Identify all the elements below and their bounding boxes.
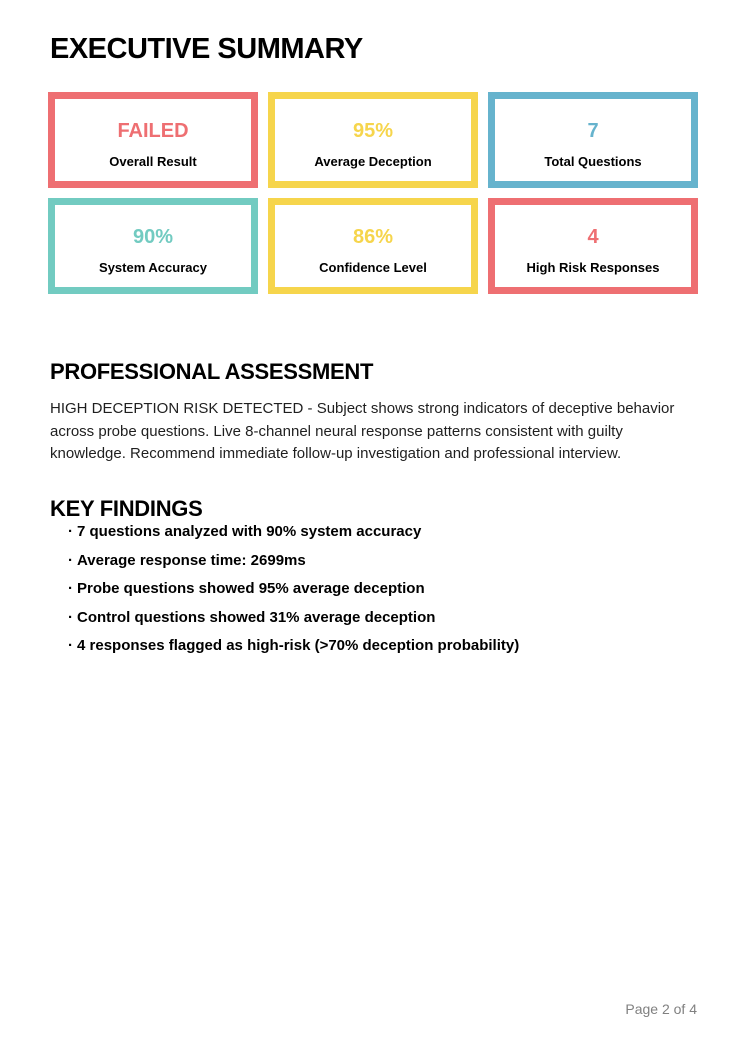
bullet-dot-icon: · <box>68 580 73 597</box>
assessment-body: HIGH DECEPTION RISK DETECTED - Subject shows strong indicators of deceptive behavior across probe questions. Live 8-channel neural response patterns consistent with guilty knowledge. Recommend immediate follow-up investigation and professional interview. <box>50 400 675 462</box>
stat-card-label: Confidence Level <box>319 260 427 275</box>
findings-heading: KEY FINDINGS <box>50 496 203 522</box>
assessment-heading: PROFESSIONAL ASSESSMENT <box>50 359 374 385</box>
stat-card-overall-result <box>48 92 258 188</box>
bullet-dot-icon: · <box>68 551 73 569</box>
finding-text: Probe questions showed 95% average deception <box>77 580 425 597</box>
stat-card-label: Total Questions <box>544 154 642 169</box>
page-number: Page 2 of 4 <box>625 1001 697 1017</box>
finding-text: 4 responses flagged as high-risk (>70% deception probability) <box>77 637 520 654</box>
bullet-dot-icon: · <box>68 637 73 654</box>
finding-text: 7 questions analyzed with 90% system accuracy <box>77 523 422 540</box>
stat-card-label: System Accuracy <box>99 260 207 275</box>
findings-list <box>68 518 688 661</box>
stat-card-average-deception <box>268 92 478 188</box>
stat-card-label: High Risk Responses <box>526 260 660 275</box>
stat-card-value: 90% <box>132 226 174 248</box>
stat-card-value: 86% <box>352 226 394 248</box>
stat-card-total-questions <box>488 92 698 188</box>
finding-item <box>68 632 688 661</box>
stat-card-value: 4 <box>587 226 599 248</box>
stat-card-label: Overall Result <box>109 154 197 169</box>
stat-card-value: 7 <box>587 120 599 142</box>
stat-cards-grid <box>48 92 698 294</box>
finding-item <box>68 547 688 576</box>
finding-text: Control questions showed 31% average deception <box>77 608 436 626</box>
stat-card-high-risk-responses <box>488 198 698 294</box>
stat-card-confidence-level <box>268 198 478 294</box>
finding-item <box>68 575 688 604</box>
stat-card-value: FAILED <box>117 120 189 142</box>
stat-card-value: 95% <box>352 120 394 142</box>
page-title: EXECUTIVE SUMMARY <box>50 33 363 66</box>
finding-item <box>68 604 688 633</box>
stat-card-system-accuracy <box>48 198 258 294</box>
finding-item <box>68 518 688 547</box>
bullet-dot-icon: · <box>68 608 73 626</box>
finding-text: Average response time: 2699ms <box>77 551 306 569</box>
stat-card-label: Average Deception <box>314 154 432 169</box>
bullet-dot-icon: · <box>68 523 73 540</box>
